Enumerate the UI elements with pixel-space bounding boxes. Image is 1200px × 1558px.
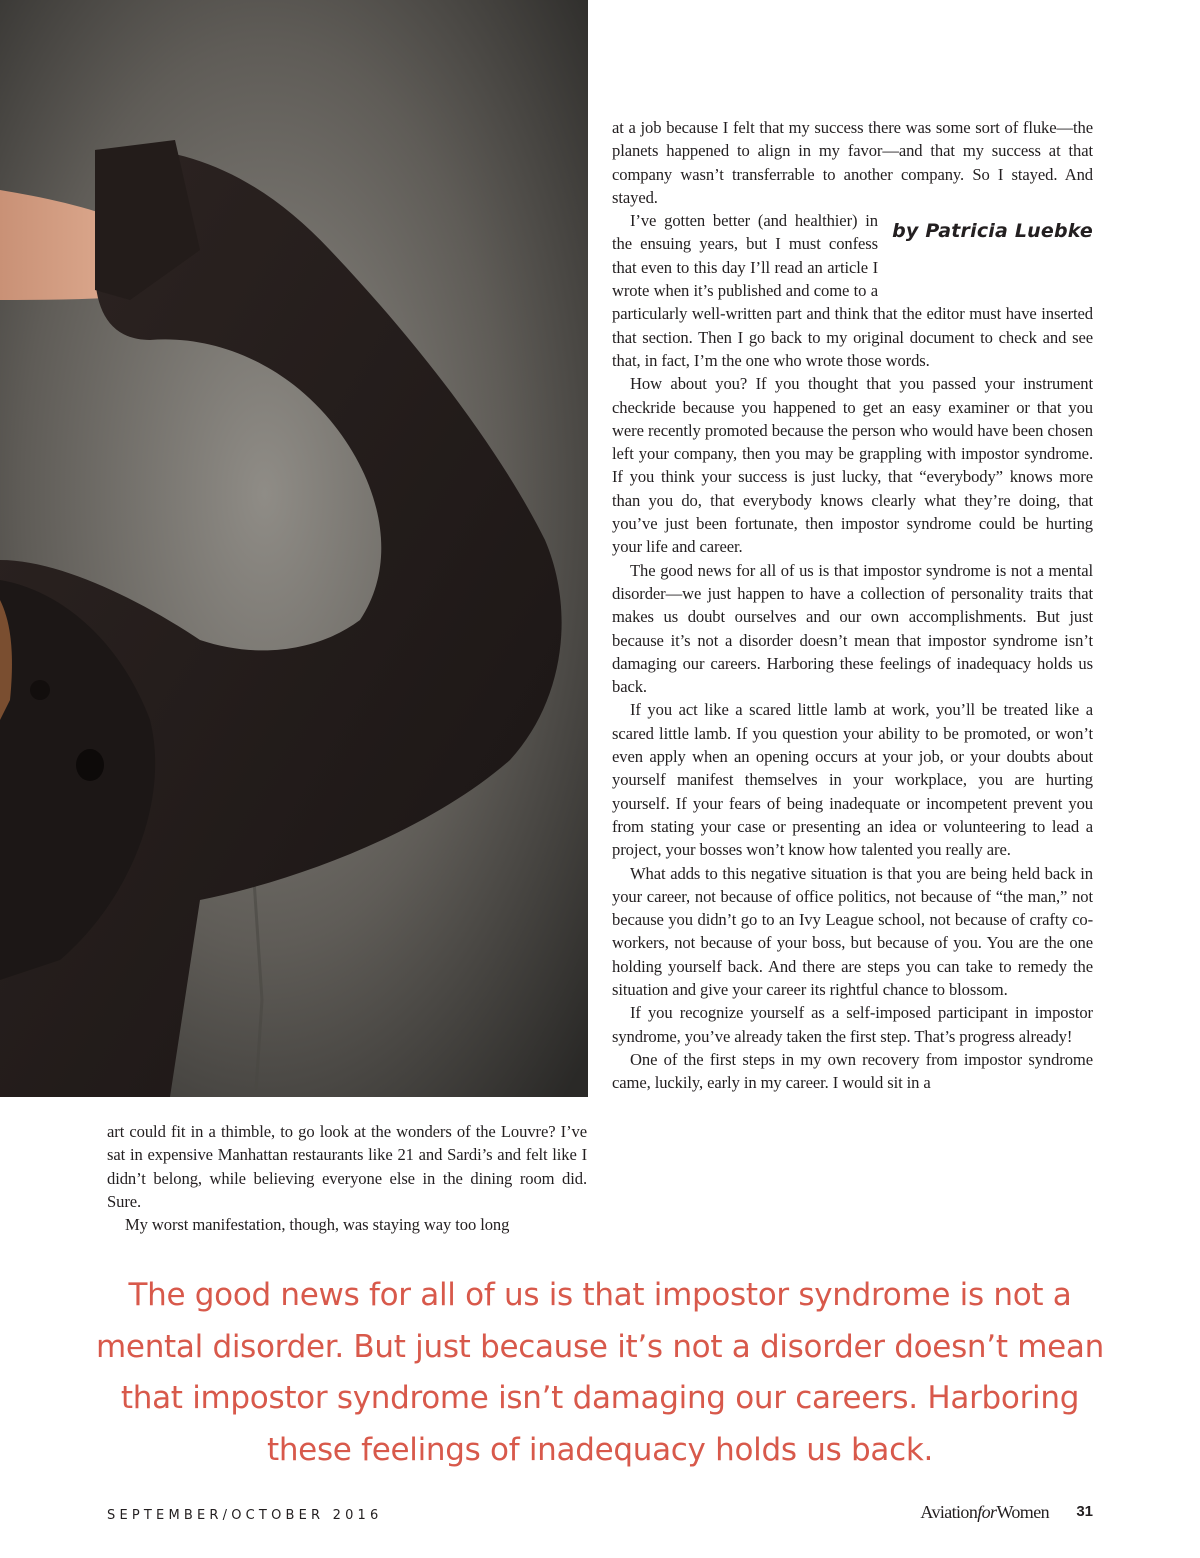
article-column-left [107, 1120, 587, 1236]
paragraph: If you recognize yourself as a self-imposed participant in impostor syndrome, you’ve already taken the first step. That’s progress already! [612, 1003, 1093, 1046]
magazine-name-part: Women [996, 1502, 1049, 1522]
paragraph: What adds to this negative situation is that you are being held back in your career, not because of office politics, not because of “the man,” not because you didn’t go to an Ivy League school, not because of crafty co-workers, not because of your boss, but because of you. You are the one holding yourself back. And there are steps you can take to remedy the situation and give your career its rightful chance to blossom. [612, 863, 1093, 999]
coat-button [76, 749, 104, 781]
page-number: 31 [1076, 1503, 1093, 1520]
magazine-name [920, 1502, 1049, 1523]
paragraph: My worst manifestation, though, was staying way too long [125, 1215, 510, 1235]
paragraph: If you act like a scared little lamb at work, you’ll be treated like a scared little lamb. If you question your ability to be promoted, or won’t even apply when an opening occurs at your job, or your doubts about yourself manifest themselves in your workplace, you are hurting yourself. If your fears of being inadequate or incompetent prevent you from stating your case or presenting an idea or volunteering to lead a project, your bosses won’t know how talented you really are. [612, 700, 1093, 860]
paragraph: How about you? If you thought that you passed your instrument checkride because you happened to get an easy examiner or that you were recently promoted because the person who would have been chosen left your company, then you may be grappling with impostor syndrome. If you think your success is just lucky, that “everybody” knows more than you do, that everybody knows clearly what they’re doing, that you’ve just been fortunate, then impostor syndrome could be hurting your life and career. [612, 374, 1093, 557]
paragraph: art could fit in a thimble, to go look at the wonders of the Louvre? I’ve sat in expensive Manhattan restaurants like 21 and Sardi’s and felt like I didn’t belong, while believing everyone else in the dining room did. Sure. [107, 1122, 587, 1211]
woman-in-coat-photo [0, 0, 588, 1097]
coat-button [30, 680, 50, 700]
byline: by Patricia Luebke [892, 220, 1093, 243]
article-column-right [612, 116, 1093, 1094]
issue-date: SEPTEMBER/OCTOBER 2016 [107, 1508, 383, 1523]
paragraph: The good news for all of us is that impostor syndrome is not a mental disorder—we just happen to have a collection of personality traits that makes us doubt ourselves and our own accomplishments. But just because it’s not a disorder doesn’t mean that impostor syndrome isn’t damaging our careers. Harboring these feelings of inadequacy holds us back. [612, 560, 1093, 697]
paragraph: I’ve gotten better (and healthier) in the ensuing years, but I must confess that even to this day I’ll read an article I wrote when it’s published and come to a particularly well-written part and think that the editor must have inserted that section. Then I go back to my original document to check and see that, in fact, I’m the one who wrote those words. [612, 211, 1093, 370]
magazine-name-part: for [977, 1502, 997, 1522]
pull-quote: The good news for all of us is that impostor syndrome is not a mental disorder. But just because it’s not a disorder doesn’t mean that impostor syndrome isn’t damaging our careers. Harboring these feelings of inadequacy holds us back. [96, 1277, 1104, 1468]
magazine-name-part: Aviation [920, 1502, 978, 1522]
byline-box [878, 209, 1093, 279]
paragraph: at a job because I felt that my success there was some sort of fluke—the planets happened to align in my favor—and that my success at that company wasn’t transferrable to another company. So I stayed. And stayed. [612, 118, 1093, 207]
paragraph: One of the first steps in my own recovery from impostor syndrome came, luckily, early in my career. I would sit in a [612, 1049, 1093, 1093]
